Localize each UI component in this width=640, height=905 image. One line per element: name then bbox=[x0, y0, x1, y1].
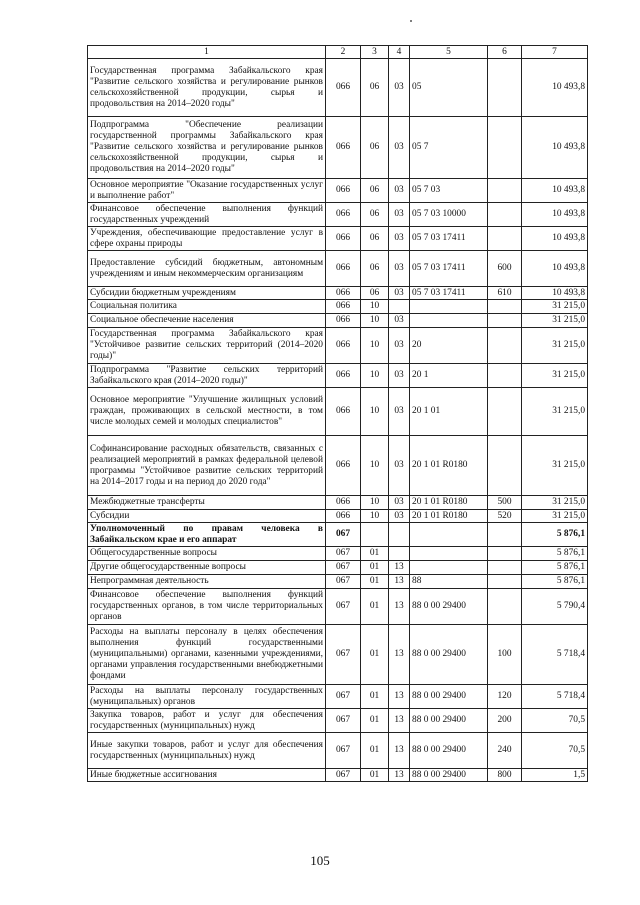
row-target-article bbox=[410, 523, 488, 547]
row-section-code: 01 bbox=[361, 575, 389, 589]
row-ministry-code: 066 bbox=[326, 300, 361, 314]
row-expense-type bbox=[488, 561, 522, 575]
row-expense-type: 200 bbox=[488, 709, 522, 733]
row-name: Финансовое обеспечение выполнения функций государственных органов, в том числе территориальных органов bbox=[88, 589, 326, 625]
row-name: Подпрограмма "Развитие сельских территорий Забайкальского края (2014–2020 годы)" bbox=[88, 364, 326, 388]
row-target-article: 20 1 01 R0180 bbox=[410, 436, 488, 496]
row-ministry-code: 066 bbox=[326, 388, 361, 436]
row-name: Субсидии бюджетным учреждениям bbox=[88, 287, 326, 300]
header-col-1: 1 bbox=[88, 46, 326, 59]
row-amount: 31 215,0 bbox=[522, 300, 588, 314]
row-target-article bbox=[410, 314, 488, 328]
row-section-code: 06 bbox=[361, 227, 389, 251]
row-target-article: 20 1 01 R0180 bbox=[410, 510, 488, 523]
row-name: Подпрограмма "Обеспечение реализации государственной программы Забайкальского края "Развитие сельского хозяйства и регулирование рынков сельскохозяйственной продукции, сырья и продовольствия на 2014–2020 годы" bbox=[88, 117, 326, 179]
row-section-code: 10 bbox=[361, 436, 389, 496]
row-target-article: 88 0 00 29400 bbox=[410, 709, 488, 733]
row-ministry-code: 067 bbox=[326, 709, 361, 733]
row-subsection-code: 13 bbox=[389, 733, 410, 769]
row-section-code: 01 bbox=[361, 733, 389, 769]
row-section-code: 01 bbox=[361, 685, 389, 709]
row-ministry-code: 067 bbox=[326, 625, 361, 685]
row-ministry-code: 066 bbox=[326, 59, 361, 117]
row-name: Предоставление субсидий бюджетным, автономным учреждениям и иным некоммерческим организациям bbox=[88, 251, 326, 287]
row-amount: 10 493,8 bbox=[522, 251, 588, 287]
row-target-article: 05 7 bbox=[410, 117, 488, 179]
table-row bbox=[88, 523, 588, 547]
row-name: Непрограммная деятельность bbox=[88, 575, 326, 589]
row-subsection-code bbox=[389, 300, 410, 314]
row-subsection-code: 03 bbox=[389, 496, 410, 510]
row-expense-type: 520 bbox=[488, 510, 522, 523]
row-section-code: 01 bbox=[361, 709, 389, 733]
row-section-code: 01 bbox=[361, 589, 389, 625]
row-ministry-code: 066 bbox=[326, 203, 361, 227]
row-ministry-code: 067 bbox=[326, 769, 361, 782]
row-expense-type: 800 bbox=[488, 769, 522, 782]
table-row bbox=[88, 203, 588, 227]
row-name: Учреждения, обеспечивающие предоставление услуг в сфере охраны природы bbox=[88, 227, 326, 251]
table-row bbox=[88, 364, 588, 388]
row-name: Основное мероприятие "Оказание государственных услуг и выполнение работ" bbox=[88, 179, 326, 203]
row-amount: 31 215,0 bbox=[522, 436, 588, 496]
row-target-article bbox=[410, 547, 488, 561]
row-subsection-code: 13 bbox=[389, 589, 410, 625]
row-section-code: 10 bbox=[361, 328, 389, 364]
row-target-article: 05 7 03 10000 bbox=[410, 203, 488, 227]
row-ministry-code: 067 bbox=[326, 561, 361, 575]
row-ministry-code: 066 bbox=[326, 287, 361, 300]
header-col-3: 3 bbox=[361, 46, 389, 59]
row-target-article: 88 bbox=[410, 575, 488, 589]
row-subsection-code: 03 bbox=[389, 388, 410, 436]
row-target-article: 05 7 03 bbox=[410, 179, 488, 203]
row-ministry-code: 067 bbox=[326, 733, 361, 769]
row-subsection-code: 03 bbox=[389, 328, 410, 364]
row-expense-type: 100 bbox=[488, 625, 522, 685]
row-name: Социальная политика bbox=[88, 300, 326, 314]
row-section-code: 06 bbox=[361, 251, 389, 287]
row-expense-type bbox=[488, 575, 522, 589]
row-section-code: 06 bbox=[361, 59, 389, 117]
row-expense-type: 610 bbox=[488, 287, 522, 300]
row-section-code: 10 bbox=[361, 300, 389, 314]
table-row bbox=[88, 561, 588, 575]
row-subsection-code bbox=[389, 523, 410, 547]
row-ministry-code: 066 bbox=[326, 251, 361, 287]
row-name: Субсидии bbox=[88, 510, 326, 523]
table-row bbox=[88, 227, 588, 251]
row-target-article: 20 1 bbox=[410, 364, 488, 388]
row-ministry-code: 066 bbox=[326, 436, 361, 496]
row-expense-type: 500 bbox=[488, 496, 522, 510]
row-name: Уполномоченный по правам человека в Забайкальском крае и его аппарат bbox=[88, 523, 326, 547]
row-subsection-code: 13 bbox=[389, 575, 410, 589]
row-amount: 31 215,0 bbox=[522, 328, 588, 364]
table-row bbox=[88, 510, 588, 523]
table-row bbox=[88, 769, 588, 782]
row-expense-type bbox=[488, 328, 522, 364]
row-target-article: 88 0 00 29400 bbox=[410, 733, 488, 769]
row-expense-type bbox=[488, 300, 522, 314]
row-expense-type bbox=[488, 589, 522, 625]
row-subsection-code: 13 bbox=[389, 625, 410, 685]
row-subsection-code: 03 bbox=[389, 364, 410, 388]
row-section-code: 06 bbox=[361, 287, 389, 300]
row-ministry-code: 067 bbox=[326, 547, 361, 561]
row-amount: 5 718,4 bbox=[522, 625, 588, 685]
row-target-article: 05 7 03 17411 bbox=[410, 227, 488, 251]
table-row bbox=[88, 496, 588, 510]
row-target-article: 20 1 01 R0180 bbox=[410, 496, 488, 510]
table-header-row bbox=[88, 46, 588, 59]
row-amount: 10 493,8 bbox=[522, 59, 588, 117]
row-name: Расходы на выплаты персоналу государственных (муниципальных) органов bbox=[88, 685, 326, 709]
row-section-code: 10 bbox=[361, 388, 389, 436]
row-target-article: 88 0 00 29400 bbox=[410, 625, 488, 685]
table-row bbox=[88, 575, 588, 589]
row-subsection-code: 03 bbox=[389, 251, 410, 287]
row-amount: 31 215,0 bbox=[522, 388, 588, 436]
table-row bbox=[88, 300, 588, 314]
row-expense-type bbox=[488, 364, 522, 388]
page-number: 105 bbox=[310, 853, 330, 868]
row-amount: 31 215,0 bbox=[522, 364, 588, 388]
row-target-article: 88 0 00 29400 bbox=[410, 589, 488, 625]
budget-table bbox=[87, 45, 588, 782]
row-expense-type bbox=[488, 314, 522, 328]
row-target-article: 05 7 03 17411 bbox=[410, 251, 488, 287]
row-subsection-code bbox=[389, 547, 410, 561]
table-row bbox=[88, 179, 588, 203]
row-amount: 31 215,0 bbox=[522, 510, 588, 523]
row-expense-type bbox=[488, 179, 522, 203]
row-subsection-code: 03 bbox=[389, 179, 410, 203]
row-amount: 1,5 bbox=[522, 769, 588, 782]
row-amount: 10 493,8 bbox=[522, 287, 588, 300]
table-row bbox=[88, 709, 588, 733]
row-expense-type bbox=[488, 388, 522, 436]
row-target-article: 20 bbox=[410, 328, 488, 364]
table-row bbox=[88, 589, 588, 625]
row-name: Государственная программа Забайкальского края "Развитие сельского хозяйства и регулирование рынков сельскохозяйственной продукции, сырья и продовольствия на 2014–2020 годы" bbox=[88, 59, 326, 117]
row-target-article: 20 1 01 bbox=[410, 388, 488, 436]
row-name: Межбюджетные трансферты bbox=[88, 496, 326, 510]
table-row bbox=[88, 328, 588, 364]
row-expense-type bbox=[488, 227, 522, 251]
table-row bbox=[88, 685, 588, 709]
table-row bbox=[88, 117, 588, 179]
row-ministry-code: 066 bbox=[326, 227, 361, 251]
row-expense-type bbox=[488, 436, 522, 496]
row-subsection-code: 03 bbox=[389, 510, 410, 523]
row-name: Государственная программа Забайкальского края "Устойчивое развитие сельских территорий (2014–2020 годы)" bbox=[88, 328, 326, 364]
row-section-code bbox=[361, 523, 389, 547]
row-amount: 5 876,1 bbox=[522, 523, 588, 547]
row-amount: 31 215,0 bbox=[522, 496, 588, 510]
row-name: Иные закупки товаров, работ и услуг для обеспечения государственных (муниципальных) нужд bbox=[88, 733, 326, 769]
table-row bbox=[88, 733, 588, 769]
row-subsection-code: 13 bbox=[389, 769, 410, 782]
row-name: Иные бюджетные ассигнования bbox=[88, 769, 326, 782]
row-subsection-code: 03 bbox=[389, 117, 410, 179]
table-body bbox=[88, 46, 588, 782]
table-row bbox=[88, 59, 588, 117]
row-section-code: 10 bbox=[361, 314, 389, 328]
header-col-2: 2 bbox=[326, 46, 361, 59]
row-subsection-code: 03 bbox=[389, 287, 410, 300]
row-subsection-code: 03 bbox=[389, 436, 410, 496]
row-amount: 5 876,1 bbox=[522, 575, 588, 589]
row-name: Основное мероприятие "Улучшение жилищных условий граждан, проживающих в сельской местности, в том числе молодых семей и молодых специалистов" bbox=[88, 388, 326, 436]
row-ministry-code: 066 bbox=[326, 328, 361, 364]
header-col-6: 6 bbox=[488, 46, 522, 59]
row-section-code: 10 bbox=[361, 364, 389, 388]
row-ministry-code: 066 bbox=[326, 179, 361, 203]
row-section-code: 06 bbox=[361, 117, 389, 179]
table-row bbox=[88, 388, 588, 436]
row-ministry-code: 067 bbox=[326, 575, 361, 589]
row-amount: 70,5 bbox=[522, 709, 588, 733]
row-section-code: 01 bbox=[361, 561, 389, 575]
row-ministry-code: 066 bbox=[326, 364, 361, 388]
row-name: Финансовое обеспечение выполнения функций государственных учреждений bbox=[88, 203, 326, 227]
row-section-code: 10 bbox=[361, 510, 389, 523]
row-amount: 31 215,0 bbox=[522, 314, 588, 328]
row-section-code: 01 bbox=[361, 625, 389, 685]
row-amount: 5 876,1 bbox=[522, 547, 588, 561]
row-amount: 10 493,8 bbox=[522, 179, 588, 203]
row-expense-type: 240 bbox=[488, 733, 522, 769]
row-ministry-code: 067 bbox=[326, 523, 361, 547]
row-subsection-code: 03 bbox=[389, 314, 410, 328]
row-name: Общегосударственные вопросы bbox=[88, 547, 326, 561]
row-ministry-code: 067 bbox=[326, 589, 361, 625]
row-ministry-code: 066 bbox=[326, 314, 361, 328]
row-target-article: 05 7 03 17411 bbox=[410, 287, 488, 300]
row-section-code: 10 bbox=[361, 496, 389, 510]
table-row bbox=[88, 287, 588, 300]
row-target-article: 88 0 00 29400 bbox=[410, 769, 488, 782]
row-expense-type bbox=[488, 117, 522, 179]
row-name: Софинансирование расходных обязательств, связанных с реализацией мероприятий в рамках федеральной целевой программы "Устойчивое развитие сельских территорий на 2014–2017 годы и на период до 2020 года" bbox=[88, 436, 326, 496]
row-subsection-code: 13 bbox=[389, 561, 410, 575]
row-subsection-code: 03 bbox=[389, 59, 410, 117]
row-expense-type bbox=[488, 59, 522, 117]
row-amount: 5 790,4 bbox=[522, 589, 588, 625]
table-row bbox=[88, 625, 588, 685]
row-section-code: 01 bbox=[361, 769, 389, 782]
row-name: Расходы на выплаты персоналу в целях обеспечения выполнения функций государственными (муниципальными) органами, казенными учреждениями, органами управления государственными внебюджетными фондами bbox=[88, 625, 326, 685]
header-col-7: 7 bbox=[522, 46, 588, 59]
row-ministry-code: 066 bbox=[326, 117, 361, 179]
row-target-article: 05 bbox=[410, 59, 488, 117]
row-name: Другие общегосударственные вопросы bbox=[88, 561, 326, 575]
header-col-4: 4 bbox=[389, 46, 410, 59]
row-subsection-code: 13 bbox=[389, 685, 410, 709]
row-amount: 10 493,8 bbox=[522, 117, 588, 179]
table-row bbox=[88, 547, 588, 561]
row-expense-type bbox=[488, 203, 522, 227]
row-amount: 70,5 bbox=[522, 733, 588, 769]
row-amount: 10 493,8 bbox=[522, 203, 588, 227]
row-subsection-code: 03 bbox=[389, 203, 410, 227]
row-section-code: 06 bbox=[361, 179, 389, 203]
row-subsection-code: 03 bbox=[389, 227, 410, 251]
row-ministry-code: 066 bbox=[326, 510, 361, 523]
row-section-code: 06 bbox=[361, 203, 389, 227]
table-row bbox=[88, 436, 588, 496]
table-row bbox=[88, 314, 588, 328]
row-amount: 5 876,1 bbox=[522, 561, 588, 575]
table-row bbox=[88, 251, 588, 287]
row-section-code: 01 bbox=[361, 547, 389, 561]
row-amount: 10 493,8 bbox=[522, 227, 588, 251]
row-target-article bbox=[410, 300, 488, 314]
scan-speck bbox=[410, 20, 412, 22]
header-col-5: 5 bbox=[410, 46, 488, 59]
row-expense-type: 120 bbox=[488, 685, 522, 709]
row-name: Закупка товаров, работ и услуг для обеспечения государственных (муниципальных) нужд bbox=[88, 709, 326, 733]
row-subsection-code: 13 bbox=[389, 709, 410, 733]
row-amount: 5 718,4 bbox=[522, 685, 588, 709]
row-expense-type bbox=[488, 547, 522, 561]
row-ministry-code: 067 bbox=[326, 685, 361, 709]
row-ministry-code: 066 bbox=[326, 496, 361, 510]
row-expense-type bbox=[488, 523, 522, 547]
row-name: Социальное обеспечение населения bbox=[88, 314, 326, 328]
row-target-article bbox=[410, 561, 488, 575]
row-target-article: 88 0 00 29400 bbox=[410, 685, 488, 709]
row-expense-type: 600 bbox=[488, 251, 522, 287]
